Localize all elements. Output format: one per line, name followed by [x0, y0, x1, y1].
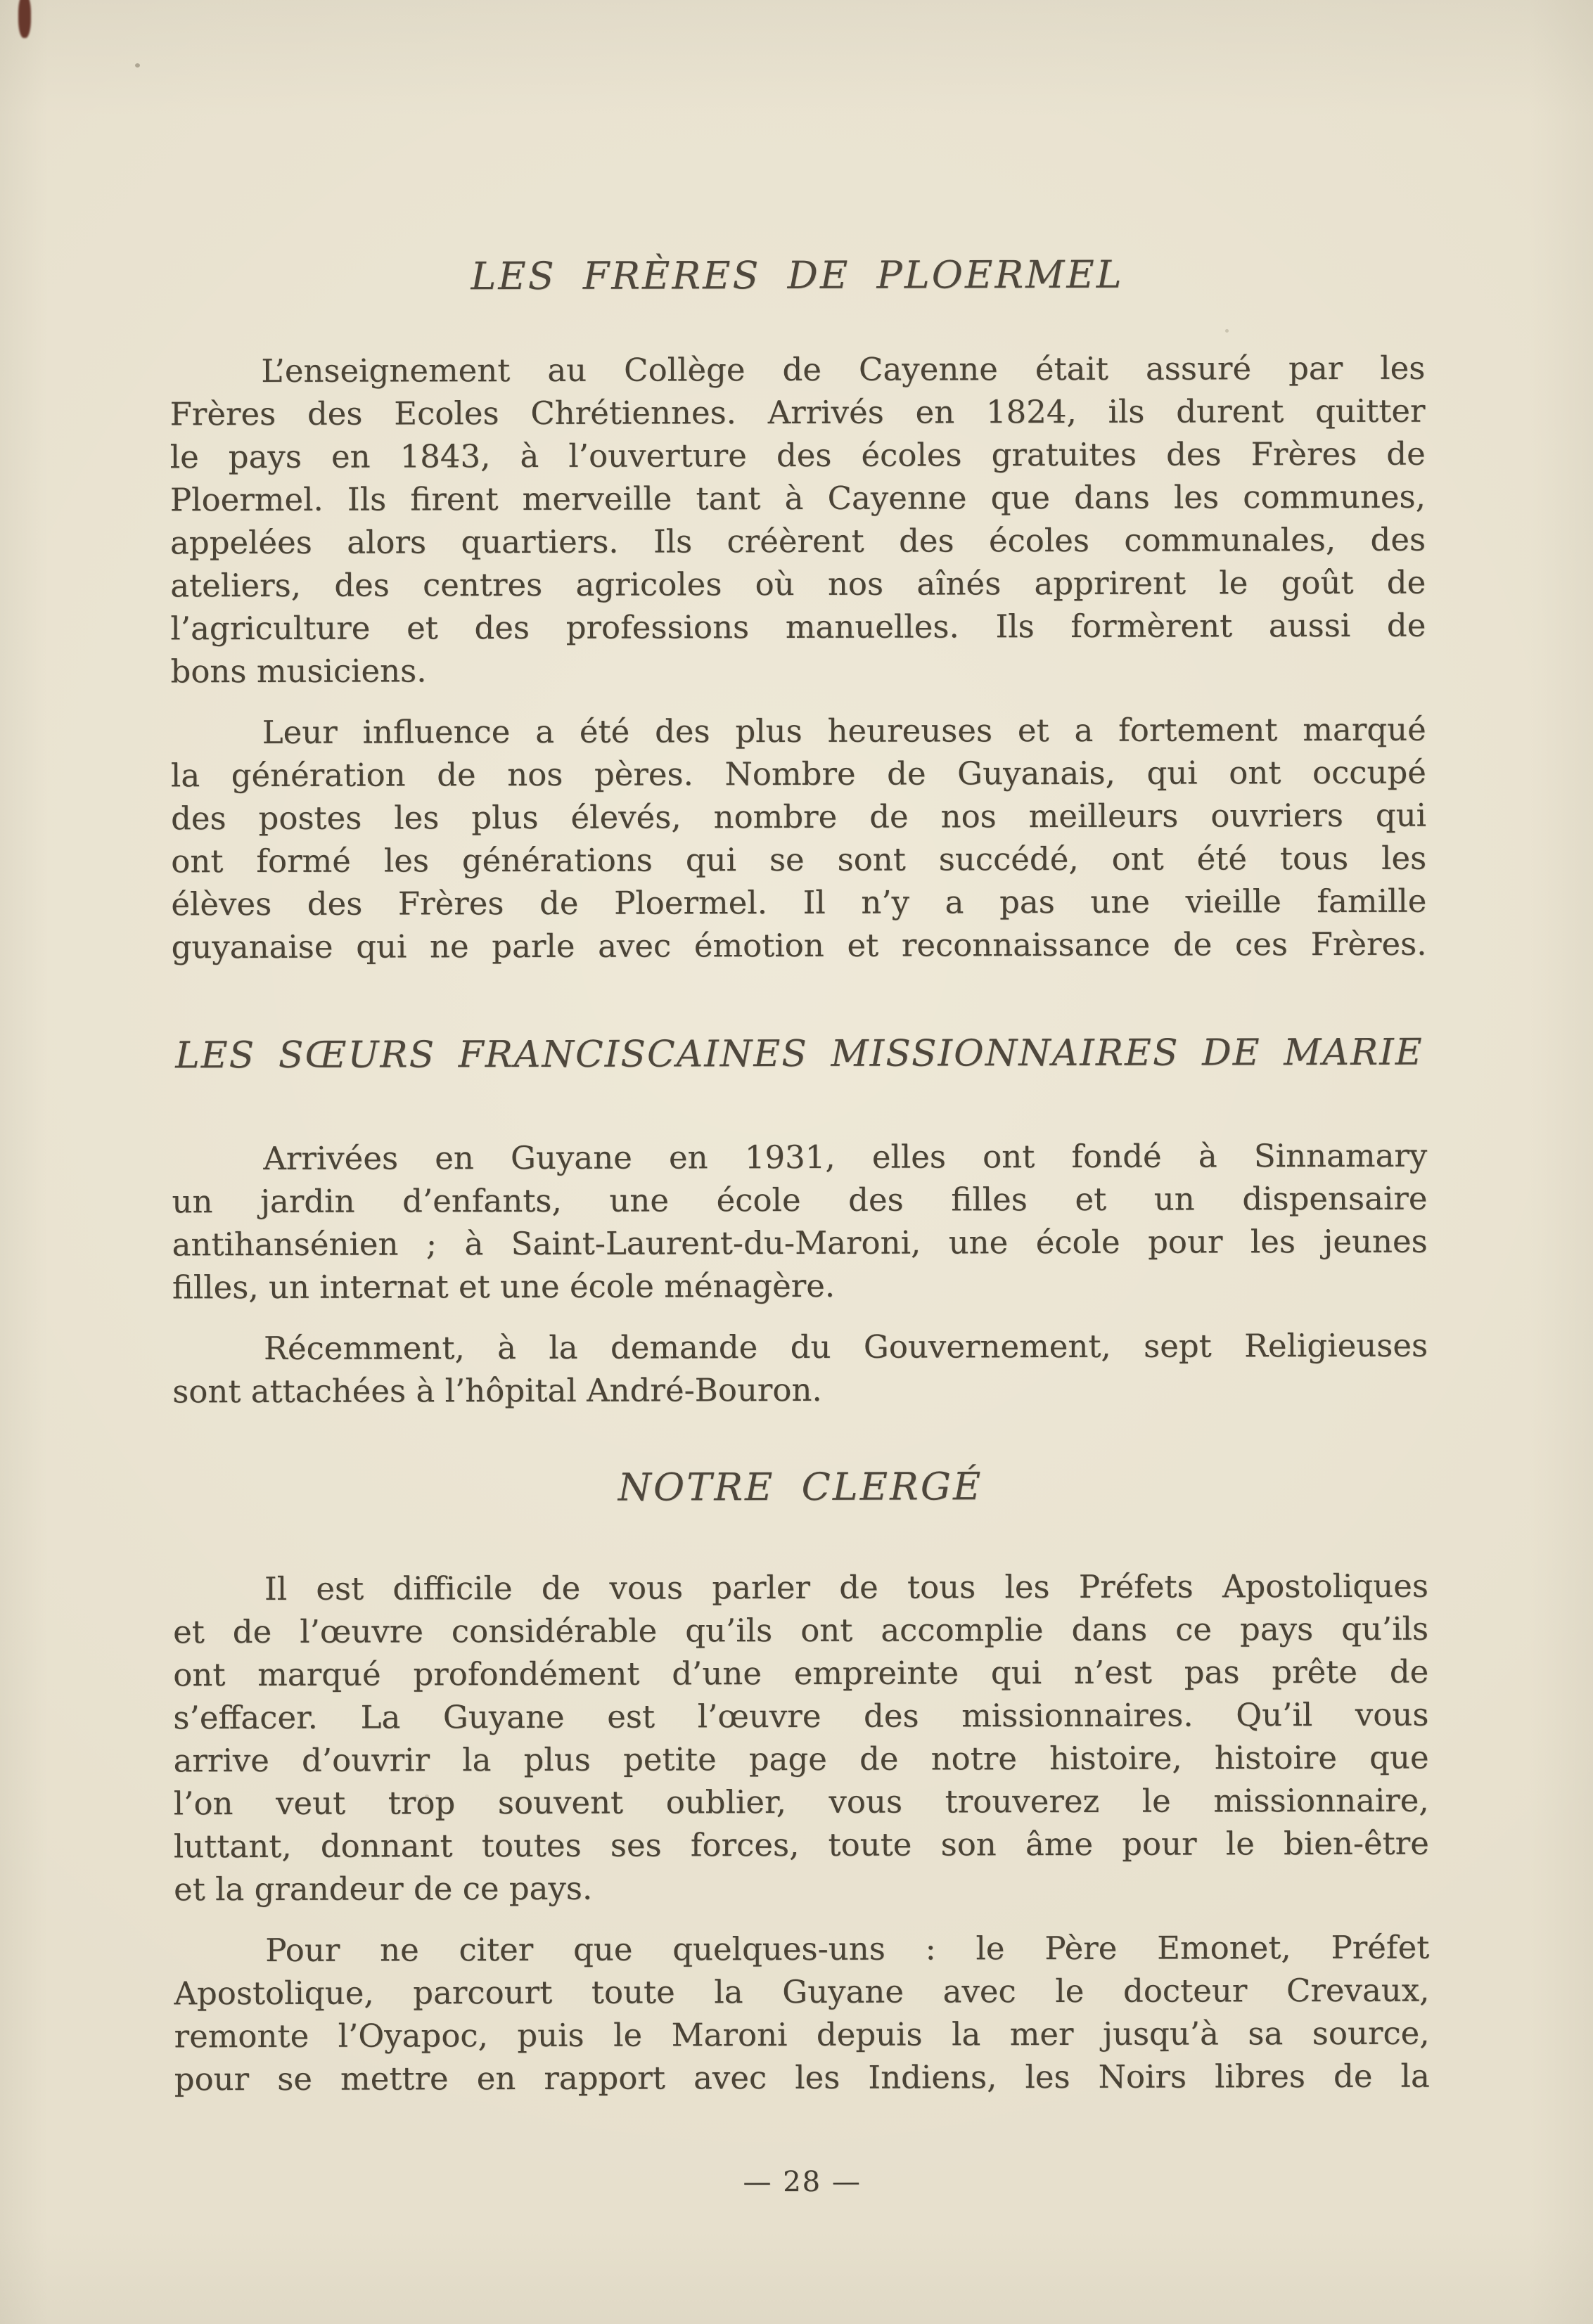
- paragraph: [171, 708, 1427, 969]
- text-line: antihansénien ; à Saint-Laurent-du-Maroni, une école pour les jeunes: [172, 1222, 1428, 1264]
- section-heading-freres-de-ploermel: LES FRÈRES DE PLOERMEL: [471, 252, 1124, 299]
- text-line: Ploermel. Ils firent merveille tant à Cayenne que dans les communes,: [169, 477, 1426, 519]
- text-line: Il est difficile de vous parler de tous les Préfets Apostoliques: [264, 1567, 1428, 1607]
- text-line: sont attachées à l’hôpital André-Bouron.: [172, 1370, 822, 1411]
- paragraph: [173, 1565, 1429, 1911]
- paragraph: [169, 347, 1426, 693]
- text-line: Récemment, à la demande du Gouvernement, sept Religieuses: [263, 1326, 1428, 1367]
- text-line: ateliers, des centres agricoles où nos aînés apprirent le goût de: [170, 563, 1426, 605]
- text-line: l’agriculture et des professions manuelles. Ils formèrent aussi de: [170, 606, 1426, 648]
- text-line: Leur influence a été des plus heureuses et a fortement marqué: [262, 710, 1426, 751]
- paragraph: [172, 1324, 1428, 1413]
- text-line: bons musiciens.: [170, 652, 427, 691]
- text-line: ont formé les générations qui se sont succédé, ont été tous les: [171, 839, 1427, 880]
- section-heading-notre-clerge: NOTRE CLERGÉ: [618, 1464, 983, 1510]
- text-line: s’effacer. La Guyane est l’œuvre des missionnaires. Qu’il vous: [173, 1695, 1429, 1737]
- text-line: guyanaise qui ne parle avec émotion et reconnaissance de ces Frères.: [171, 925, 1427, 966]
- text-line: appelées alors quartiers. Ils créèrent des écoles communales, des: [169, 520, 1426, 562]
- text-line: Pour ne citer que quelques-uns : le Père Emonet, Préfet: [265, 1928, 1430, 1969]
- text-line: ont marqué profondément d’une empreinte qui n’est pas prête de: [173, 1652, 1429, 1694]
- paragraph: [172, 1134, 1428, 1309]
- text-line: le pays en 1843, à l’ouverture des écoles gratuites des Frères de: [169, 435, 1426, 476]
- text-line: l’on veut trop souvent oublier, vous trouverez le missionnaire,: [173, 1781, 1429, 1823]
- scan-artifact-maroon-mark: [18, 0, 31, 38]
- text-line: et de l’œuvre considérable qu’ils ont accomplie dans ce pays qu’ils: [173, 1610, 1429, 1651]
- text-line: filles, un internat et une école ménagère.: [172, 1266, 836, 1307]
- page-number: — 28 —: [743, 2165, 862, 2199]
- paragraph: [174, 1926, 1430, 2101]
- text-line: Apostolique, parcourt toute la Guyane avec le docteur Crevaux,: [174, 1971, 1430, 2012]
- text-line: un jardin d’enfants, une école des filles et un dispensaire: [172, 1179, 1428, 1221]
- section-heading-soeurs-franciscaines: LES SŒURS FRANCISCAINES MISSIONNAIRES DE MARIE: [175, 1031, 1424, 1077]
- text-line: Frères des Ecoles Chrétiennes. Arrivés en 1824, ils durent quitter: [169, 392, 1426, 433]
- text-line: luttant, donnant toutes ses forces, toute son âme pour le bien-être: [173, 1824, 1429, 1866]
- text-line: L’enseignement au Collège de Cayenne était assuré par les: [261, 349, 1426, 390]
- scan-artifact-speck: [135, 63, 140, 68]
- text-line: des postes les plus élevés, nombre de nos meilleurs ouvriers qui: [170, 796, 1427, 837]
- text-line: et la grandeur de ce pays.: [173, 1869, 593, 1908]
- text-line: remonte l’Oyapoc, puis le Maroni depuis la mer jusqu’à sa source,: [174, 2014, 1430, 2055]
- text-line: la génération de nos pères. Nombre de Guyanais, qui ont occupé: [170, 753, 1426, 795]
- text-line: arrive d’ouvrir la plus petite page de notre histoire, histoire que: [173, 1738, 1429, 1780]
- page-content: [169, 0, 1430, 2200]
- text-line: Arrivées en Guyane en 1931, elles ont fondé à Sinnamary: [263, 1136, 1428, 1177]
- text-line: pour se mettre en rapport avec les Indiens, les Noirs libres de la: [174, 2057, 1430, 2098]
- text-line: élèves des Frères de Ploermel. Il n’y a pas une vieille famille: [171, 882, 1427, 923]
